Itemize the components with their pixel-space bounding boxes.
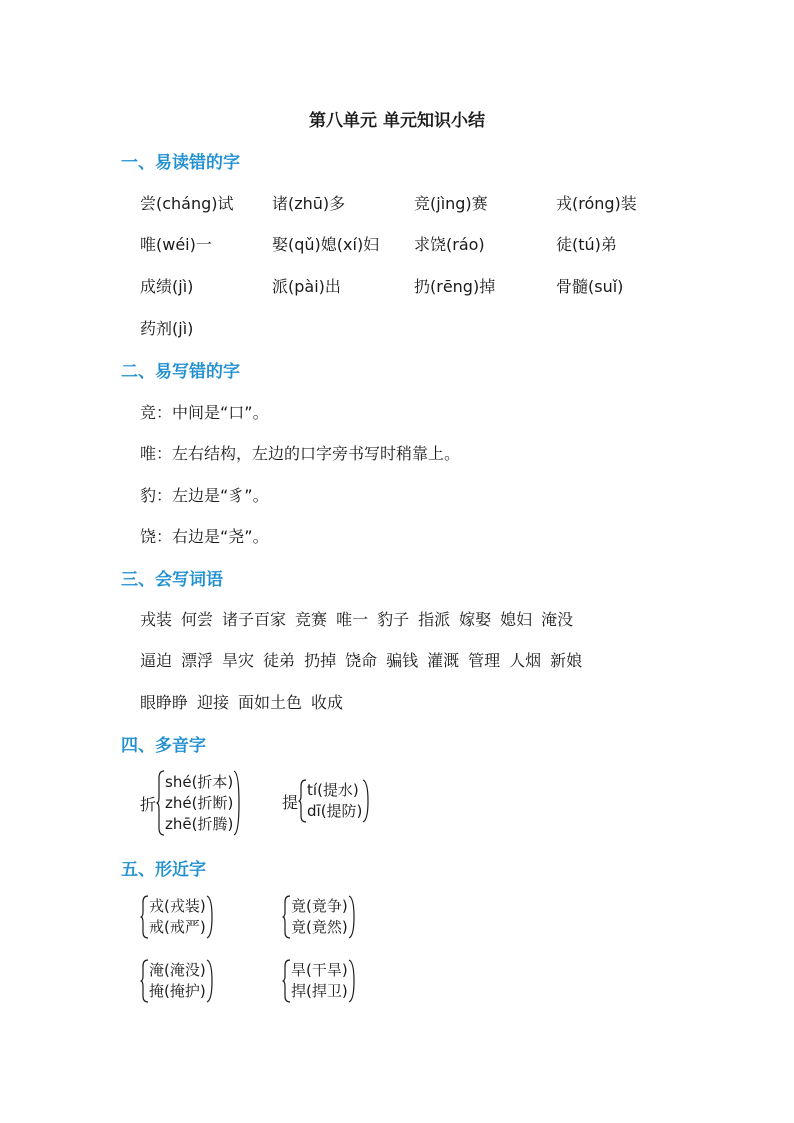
word: 扔掉 bbox=[304, 651, 337, 670]
word: 媳妇 bbox=[500, 610, 533, 629]
left-brace-icon bbox=[298, 779, 307, 823]
similar-item: 戎(戎装) bbox=[149, 897, 206, 915]
polyphone-group-ti bbox=[282, 779, 371, 823]
word: 唯一 bbox=[336, 610, 369, 629]
similar-item: 竟(竟争) bbox=[291, 897, 348, 915]
word: 何尝 bbox=[181, 610, 214, 629]
similar-group bbox=[140, 959, 215, 1003]
word-row bbox=[140, 690, 352, 713]
similar-item: 竟(竟然) bbox=[291, 918, 348, 936]
polyphone-reading: shé(折本) bbox=[165, 772, 234, 791]
list-item: 诸(zhū)多 bbox=[272, 194, 346, 213]
similar-item: 捍(捍卫) bbox=[291, 982, 348, 1000]
right-brace-icon bbox=[233, 770, 242, 836]
section-heading-similar: 五、形近字 bbox=[121, 860, 206, 880]
polyphone-reading: dī(提防) bbox=[307, 802, 363, 820]
list-item: 唯(wéi)一 bbox=[140, 235, 212, 254]
word: 竞赛 bbox=[295, 610, 328, 629]
polyphone-char: 折 bbox=[140, 794, 157, 814]
word: 新娘 bbox=[550, 651, 583, 670]
word: 豹子 bbox=[377, 610, 410, 629]
right-brace-icon bbox=[348, 895, 357, 939]
word: 面如土色 bbox=[238, 693, 303, 712]
word-row bbox=[140, 607, 582, 630]
word: 收成 bbox=[311, 693, 344, 712]
list-item: 扔(rēng)掉 bbox=[414, 277, 496, 296]
similar-item: 淹(淹没) bbox=[149, 961, 206, 979]
right-brace-icon bbox=[206, 895, 215, 939]
left-brace-icon bbox=[282, 959, 291, 1003]
right-brace-icon bbox=[362, 779, 371, 823]
polyphone-group-zhe bbox=[140, 770, 242, 836]
word: 灌溉 bbox=[427, 651, 460, 670]
right-brace-icon bbox=[348, 959, 357, 1003]
list-item: 竞：中间是“口”。 bbox=[140, 403, 269, 422]
similar-item: 掩(掩护) bbox=[149, 982, 206, 1000]
polyphone-reading: tí(提水) bbox=[307, 781, 359, 799]
section-heading-easy-write: 二、易写错的字 bbox=[121, 362, 240, 382]
word: 逼迫 bbox=[140, 651, 173, 670]
list-item: 娶(qǔ)媳(xí)妇 bbox=[272, 235, 380, 254]
list-item: 豹：左边是“豸”。 bbox=[140, 486, 269, 505]
section-heading-easy-read: 一、易读错的字 bbox=[121, 153, 240, 173]
word: 迎接 bbox=[197, 693, 230, 712]
word: 嫁娶 bbox=[459, 610, 492, 629]
list-item: 成绩(jì) bbox=[140, 277, 194, 296]
list-item: 徒(tú)弟 bbox=[556, 235, 617, 254]
list-item: 求饶(ráo) bbox=[414, 235, 485, 254]
section-heading-polyphones: 四、多音字 bbox=[121, 736, 206, 756]
right-brace-icon bbox=[206, 959, 215, 1003]
word: 旱灾 bbox=[222, 651, 255, 670]
list-item: 骨髓(suǐ) bbox=[556, 277, 624, 296]
page-title: 第八单元 单元知识小结 bbox=[309, 111, 485, 131]
word: 管理 bbox=[468, 651, 501, 670]
left-brace-icon bbox=[140, 959, 149, 1003]
polyphone-reading: zhē(折腾) bbox=[165, 814, 234, 833]
polyphone-char: 提 bbox=[282, 792, 299, 812]
word: 戎装 bbox=[140, 610, 173, 629]
word: 淹没 bbox=[541, 610, 574, 629]
word: 饶命 bbox=[345, 651, 378, 670]
list-item: 药剂(jì) bbox=[140, 319, 194, 338]
similar-item: 戒(戒严) bbox=[149, 918, 206, 936]
left-brace-icon bbox=[140, 895, 149, 939]
word: 人烟 bbox=[509, 651, 542, 670]
similar-item: 旱(干旱) bbox=[291, 961, 348, 979]
similar-group bbox=[282, 959, 357, 1003]
list-item: 尝(cháng)试 bbox=[140, 194, 234, 213]
list-item: 唯：左右结构，左边的口字旁书写时稍靠上。 bbox=[140, 444, 461, 463]
section-heading-words: 三、会写词语 bbox=[121, 570, 223, 590]
left-brace-icon bbox=[282, 895, 291, 939]
list-item: 饶：右边是“尧”。 bbox=[140, 527, 269, 546]
word: 漂浮 bbox=[181, 651, 214, 670]
list-item: 竞(jìng)赛 bbox=[414, 194, 488, 213]
word: 徒弟 bbox=[263, 651, 296, 670]
word-row bbox=[140, 648, 591, 671]
list-item: 戎(róng)装 bbox=[556, 194, 637, 213]
word: 诸子百家 bbox=[222, 610, 287, 629]
left-brace-icon bbox=[156, 770, 165, 836]
word: 骗钱 bbox=[386, 651, 419, 670]
word: 眼睁睁 bbox=[140, 693, 189, 712]
similar-group bbox=[282, 895, 357, 939]
similar-group bbox=[140, 895, 215, 939]
word: 指派 bbox=[418, 610, 451, 629]
list-item: 派(pài)出 bbox=[272, 277, 341, 296]
polyphone-reading: zhé(折断) bbox=[165, 793, 234, 812]
